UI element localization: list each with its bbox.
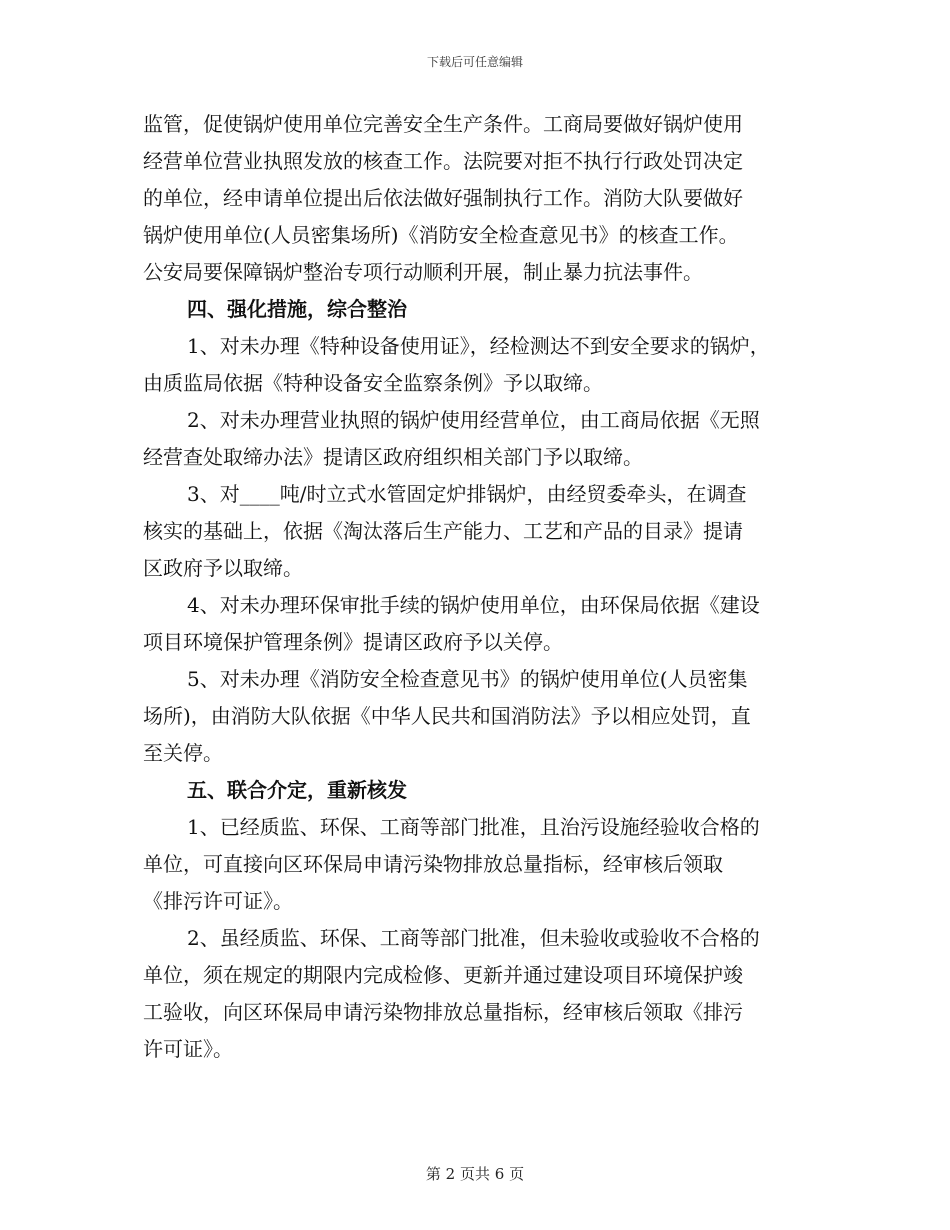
paragraph-line: 5、对未办理《消防安全检查意见书》的锅炉使用单位(人员密集 [187,667,748,691]
paragraph-line: 公安局要保障锅炉整治专项行动顺利开展，制止暴力抗法事件。 [143,260,703,284]
page-header-note: 下载后可任意编辑 [426,55,523,69]
paragraph-line: 经营查处取缔办法》提请区政府组织相关部门予以取缔。 [143,445,643,469]
page-number: 第 2 页共 6 页 [425,1165,525,1183]
paragraph-line: 锅炉使用单位(人员密集场所)《消防安全检查意见书》的核查工作。 [143,223,739,247]
paragraph-line: 经营单位营业执照发放的核查工作。法院要对拒不执行行政处罚决定 [143,149,743,173]
paragraph-line: 监管，促使锅炉使用单位完善安全生产条件。工商局要做好锅炉使用 [143,112,743,136]
document-body [143,106,823,1068]
paragraph-line: 1、对未办理《特种设备使用证》，经检测达不到安全要求的锅炉， [187,334,770,358]
paragraph-line: 4、对未办理环保审批手续的锅炉使用单位，由环保局依据《建设 [187,593,760,617]
paragraph-line: 至关停。 [143,741,223,765]
section-heading: 四、强化措施，综合整治 [187,297,407,321]
paragraph-line: 区政府予以取缔。 [143,556,303,580]
section-heading: 五、联合介定，重新核发 [187,778,407,802]
paragraph-line: 核实的基础上，依据《淘汰落后生产能力、工艺和产品的目录》提请 [143,519,743,543]
paragraph-line: 《排污许可证》。 [143,889,293,913]
paragraph-line: 单位，须在规定的期限内完成检修、更新并通过建设项目环境保护竣 [143,963,743,987]
paragraph-line: 的单位，经申请单位提出后依法做好强制执行工作。消防大队要做好 [143,186,743,210]
paragraph-line: 场所)，由消防大队依据《中华人民共和国消防法》予以相应处罚，直 [143,704,751,728]
paragraph-line: 由质监局依据《特种设备安全监察条例》予以取缔。 [143,371,603,395]
paragraph-line: 2、虽经质监、环保、工商等部门批准，但未验收或验收不合格的 [187,926,760,950]
paragraph-line: 1、已经质监、环保、工商等部门批准，且治污设施经验收合格的 [187,815,760,839]
paragraph-line: 2、对未办理营业执照的锅炉使用经营单位，由工商局依据《无照 [187,408,760,432]
paragraph-line: 工验收，向区环保局申请污染物排放总量指标，经审核后领取《排污 [143,1000,743,1024]
paragraph-line: 项目环境保护管理条例》提请区政府予以关停。 [143,630,563,654]
paragraph-line: 许可证》。 [143,1037,233,1061]
paragraph-line: 单位，可直接向区环保局申请污染物排放总量指标，经审核后领取 [143,852,723,876]
paragraph-line: 3、对____吨/时立式水管固定炉排锅炉，由经贸委牵头，在调查 [187,482,747,506]
